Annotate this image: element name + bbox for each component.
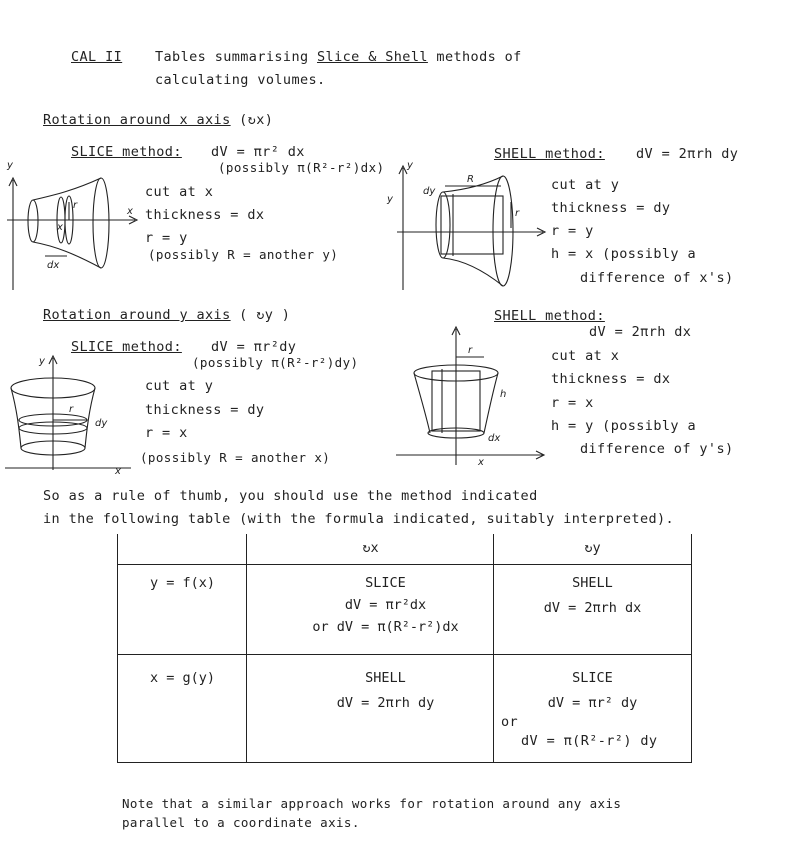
- svg-text:r: r: [73, 200, 78, 211]
- note-line1: Note that a similar approach works for rotation around any axis: [122, 796, 622, 811]
- cell-fx-rot-x: SLICE dV = πr²dx or dV = π(R²-r²)dx: [312, 575, 459, 635]
- shell-y-line1: cut at x: [551, 348, 620, 364]
- figure-shell-y: [396, 325, 546, 470]
- heading-rotation-y: Rotation around y axis ( ↻y ): [43, 307, 291, 323]
- slice-formula-x: dV = πr² dx: [211, 144, 305, 160]
- figure-slice-x: [5, 150, 140, 295]
- slice-label-y: SLICE method:: [71, 339, 182, 355]
- slice-y-line4: (possibly R = another x): [140, 450, 331, 465]
- svg-text:y: y: [39, 356, 45, 367]
- heading-rotation-x: Rotation around x axis (↻x): [43, 112, 274, 128]
- slice-y-line3: r = x: [145, 425, 188, 441]
- cell-gy-rot-y-f2: dV = π(R²-r²) dy: [521, 733, 658, 749]
- page-title-line1: Tables summarising Slice & Shell methods of: [155, 49, 522, 65]
- cell-gy-or: or: [501, 714, 519, 730]
- shell-formula-x: dV = 2πrh dy: [636, 146, 739, 162]
- slice-label-x: SLICE method:: [71, 144, 182, 160]
- svg-text:x: x: [115, 466, 121, 477]
- svg-text:r: r: [69, 404, 74, 415]
- slice-possibly-y: (possibly π(R²-r²)dy): [192, 355, 359, 370]
- svg-text:r: r: [468, 345, 473, 356]
- shell-y-line4: h = y (possibly a: [551, 418, 696, 434]
- svg-text:R: R: [467, 174, 474, 185]
- shell-x-line3: r = y: [551, 223, 594, 239]
- summary-table: [117, 534, 692, 762]
- table-bottom-rule: [117, 762, 692, 763]
- svg-text:y: y: [7, 160, 13, 171]
- cell-gy-rot-y: SLICE dV = πr² dy: [547, 670, 638, 711]
- table-col-rule-2: [493, 534, 494, 763]
- shell-y-line5: difference of y's): [580, 441, 734, 457]
- cell-gy-rot-x: SHELL dV = 2πrh dy: [336, 670, 435, 711]
- svg-text:x: x: [127, 206, 133, 217]
- slice-x-line1: cut at x: [145, 184, 214, 200]
- svg-text:dx: dx: [47, 260, 60, 271]
- slice-x-line2: thickness = dx: [145, 207, 265, 223]
- slice-possibly-x: (possibly π(R²-r²)dx): [218, 160, 385, 175]
- table-row-rule: [117, 654, 692, 655]
- svg-text:dx: dx: [488, 433, 501, 444]
- slice-x-line3: r = y: [145, 230, 188, 246]
- shell-y-line3: r = x: [551, 395, 594, 411]
- svg-text:dy: dy: [423, 186, 436, 197]
- course-code: CAL II: [71, 49, 123, 65]
- shell-formula-y: dV = 2πrh dx: [589, 324, 692, 340]
- slice-x-line4: (possibly R = another y): [148, 247, 339, 262]
- cell-fx-rot-y: SHELL dV = 2πrh dx: [543, 575, 642, 616]
- shell-x-line2: thickness = dy: [551, 200, 671, 216]
- page-title-line2: calculating volumes.: [155, 72, 326, 88]
- shell-label-x: SHELL method:: [494, 146, 605, 162]
- svg-text:r: r: [515, 208, 520, 219]
- svg-text:y: y: [407, 160, 413, 171]
- figure-slice-y: [3, 350, 133, 475]
- col-header-rot-x: ↻x: [362, 540, 379, 556]
- svg-text:y: y: [387, 194, 393, 205]
- shell-label-y: SHELL method:: [494, 308, 605, 324]
- shell-x-line1: cut at y: [551, 177, 620, 193]
- table-col-rule-1: [246, 534, 247, 763]
- shell-x-line4: h = x (possibly a: [551, 246, 696, 262]
- rule-line1: So as a rule of thumb, you should use the method indicated: [43, 488, 538, 504]
- col-header-rot-y: ↻y: [584, 540, 601, 556]
- svg-text:dy: dy: [95, 418, 108, 429]
- figure-shell-x: [383, 158, 543, 293]
- note-line2: parallel to a coordinate axis.: [122, 815, 360, 830]
- svg-text:h: h: [500, 389, 507, 400]
- rule-line2: in the following table (with the formula indicated, suitably interpreted).: [43, 511, 675, 527]
- slice-formula-y: dV = πr²dy: [211, 339, 297, 355]
- table-header-rule: [117, 564, 692, 565]
- shell-y-line2: thickness = dx: [551, 371, 671, 387]
- svg-text:x: x: [57, 222, 63, 233]
- slice-y-line1: cut at y: [145, 378, 214, 394]
- row-label-fx: y = f(x): [149, 575, 216, 591]
- svg-text:x: x: [478, 457, 484, 468]
- row-label-gy: x = g(y): [149, 670, 216, 686]
- shell-x-line5: difference of x's): [580, 270, 734, 286]
- slice-y-line2: thickness = dy: [145, 402, 265, 418]
